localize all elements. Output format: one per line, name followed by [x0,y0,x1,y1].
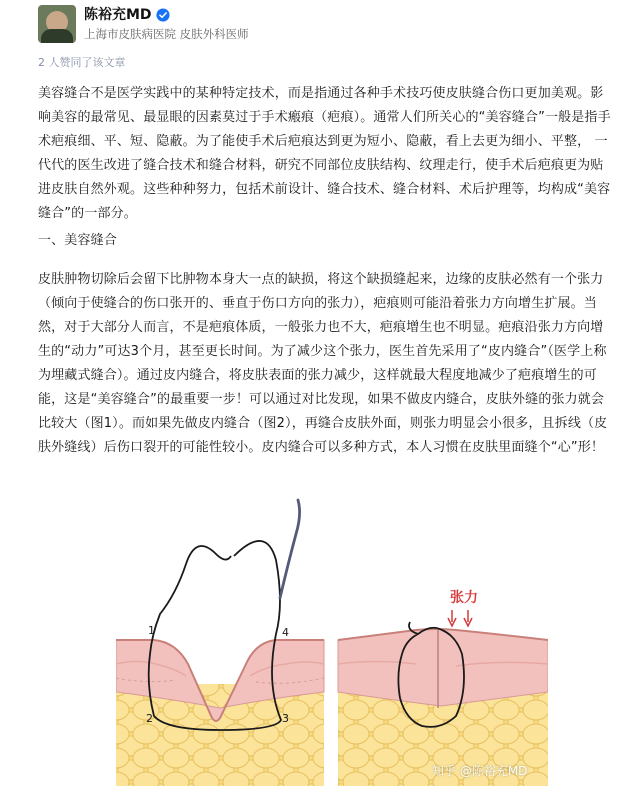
tension-arrow-right-icon [464,610,472,626]
tension-arrow-left-icon [448,610,456,626]
figure-label-4: 4 [282,626,289,639]
author-header [38,4,249,44]
liked-count[interactable]: 2 人赞同了该文章 [38,56,126,69]
article-intro-paragraph: 美容缝合不是医学实践中的某种特定技术，而是指通过各种手术技巧使皮肤缝合伤口更加美观。影响美容的最常见、最显眼的因素莫过于手术瘢痕（疤痕）。通常人们所关心的“美容缝合”一般是指手术疤痕细、平、短、隐蔽。为了能使手术后疤痕达到更为短小、隐蔽，看上去更为细小、平整， 一代代的医生改进了缝合技术和缝合材料，研究不同部位皮肤结构、纹理走行，使手术后疤痕更为贴进皮肤自然外观。这些种种努力，包括术前设计、缝合技术、缝合材料、术后护理等，均构成“美容缝合”的一部分。 [38,86,611,221]
figure-label-3: 3 [282,712,289,725]
author-info [84,6,249,43]
author-description: 上海市皮肤病医院 皮肤外科医师 [84,26,249,41]
figure-1-panel [116,500,324,786]
figure-label-2: 2 [146,712,153,725]
tension-label: 张力 [450,590,478,606]
verified-badge-icon [156,8,170,22]
figure-2-panel [338,589,548,786]
section-heading: 一、美容缝合 [38,233,117,248]
figure-label-1: 1 [148,624,155,637]
avatar[interactable] [38,5,76,43]
author-name[interactable] [84,6,249,24]
watermark: 知乎 @陈裕充MD [432,764,528,778]
author-name-text[interactable]: 陈裕充MD [84,6,152,23]
suture-diagram [116,494,548,786]
section-body-paragraph: 皮肤肿物切除后会留下比肿物本身大一点的缺损，将这个缺损缝起来，边缘的皮肤必然有一个张力（倾向于使缝合的伤口张开的、垂直于伤口方向的张力），疤痕则可能沿着张力方向增生扩展。当然，对于大部分人而言，不是疤痕体质，一般张力也不大，疤痕增生也不明显。疤痕沿张力方向增生的“动力”可达3个月，甚至更长时间。为了减少这个张力，医生首先采用了“皮内缝合”（医学上称为埋藏式缝合）。通过皮内缝合，将皮肤表面的张力减少，这样就最大程度地减少了疤痕增生的可能，这是“美容缝合”的最重要一步！可以通过对比发现，如果不做皮内缝合，皮肤外缝的张力就会比较大（图1）。而如果先做皮内缝合（图2），再缝合皮肤外面，则张力明显会小很多，且拆线（皮肤外缝线）后伤口裂开的可能性较小。皮内缝合可以多种方式，本人习惯在皮肤里面缝个“心”形！ [38,272,608,455]
